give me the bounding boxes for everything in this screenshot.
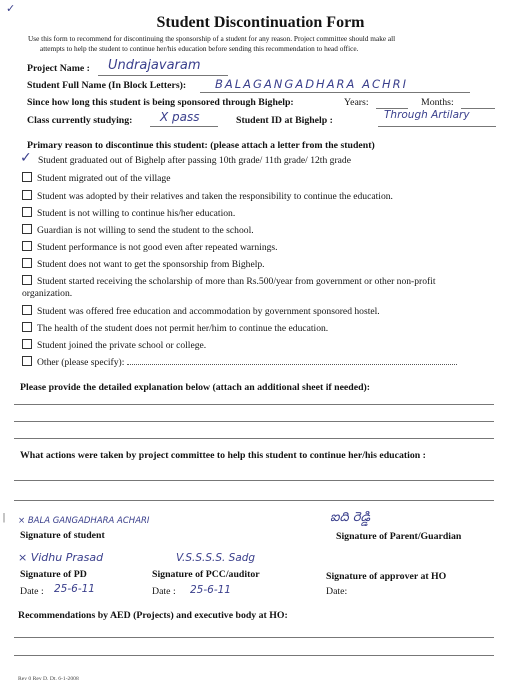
checkbox[interactable] — [22, 322, 32, 332]
reason-item[interactable] — [22, 275, 482, 300]
pcc-signature-value[interactable]: V.S.S.S.S. Sadg — [176, 552, 256, 564]
reason-checkmark: ✓ — [20, 150, 32, 166]
explanation-line[interactable] — [14, 438, 494, 439]
reason-text: Other (please specify): — [37, 357, 127, 368]
explanation-line[interactable] — [14, 421, 494, 422]
parent-signature-label: Signature of Parent/Guardian — [336, 531, 462, 542]
corner-mark: ✓ — [6, 2, 16, 15]
checkbox[interactable] — [22, 190, 32, 200]
checkbox[interactable] — [22, 207, 32, 217]
student-signature-label: Signature of student — [20, 530, 105, 541]
reason-item[interactable] — [38, 155, 351, 166]
reason-text: Student is not willing to continue his/her education. — [37, 208, 236, 219]
recommendations-line[interactable] — [14, 655, 494, 656]
ho-date-label: Date: — [326, 586, 348, 597]
reason-item[interactable] — [22, 172, 170, 184]
years-label: Years: — [344, 97, 369, 108]
project-name-label: Project Name : — [27, 63, 90, 74]
actions-line[interactable] — [14, 500, 494, 501]
reasons-heading: Primary reason to discontinue this student: (please attach a letter from the student) — [27, 140, 375, 151]
instructions-line-1: Use this form to recommend for discontinuing the sponsorship of a student for any reason. Project committee should make all — [28, 34, 396, 43]
student-name-line — [200, 92, 470, 93]
project-name-line — [98, 75, 228, 76]
checkbox[interactable] — [22, 258, 32, 268]
checkbox[interactable] — [22, 305, 32, 315]
reason-text: The health of the student does not permit her/him to continue the education. — [37, 323, 329, 334]
student-id-label: Student ID at Bighelp : — [236, 115, 333, 126]
form-title: Student Discontinuation Form — [156, 14, 365, 31]
checkbox[interactable] — [22, 224, 32, 234]
student-id-value[interactable]: Through Artilary — [384, 109, 470, 121]
checkbox[interactable] — [22, 241, 32, 251]
approver-signature-label: Signature of approver at HO — [326, 571, 447, 582]
reason-item[interactable] — [22, 241, 278, 253]
checkbox[interactable] — [22, 339, 32, 349]
pd-signature-value[interactable]: × Vidhu Prasad — [18, 551, 104, 564]
pd-date-value[interactable]: 25-6-11 — [54, 583, 95, 595]
class-value[interactable]: X pass — [160, 110, 200, 124]
actions-line[interactable] — [14, 480, 494, 481]
actions-prompt: What actions were taken by project committee to help this student to continue her/his education : — [20, 450, 426, 461]
reason-item[interactable] — [22, 224, 254, 236]
student-id-line — [378, 126, 496, 127]
reason-text: Student was offered free education and accommodation by government sponsored hostel. — [37, 306, 380, 317]
pcc-date-label: Date : — [152, 586, 176, 597]
reason-text: Student performance is not good even after repeated warnings. — [37, 242, 278, 253]
reason-text: Student does not want to get the sponsorship from Bighelp. — [37, 259, 265, 270]
reason-item[interactable] — [22, 190, 393, 202]
footer-code: Rev 0 Rev D. Dt. 6-1-2008 — [18, 676, 79, 682]
project-name-value[interactable]: Undrajavaram — [108, 58, 201, 73]
reason-text: Student migrated out of the village — [37, 173, 171, 184]
since-label: Since how long this student is being sponsored through Bighelp: — [27, 97, 294, 108]
reason-item[interactable] — [22, 207, 235, 219]
checkbox[interactable] — [22, 172, 32, 182]
pcc-signature-label: Signature of PCC/auditor — [152, 569, 260, 580]
reason-item[interactable] — [22, 322, 328, 334]
reason-item[interactable] — [22, 305, 380, 317]
class-label: Class currently studying: — [27, 115, 133, 126]
explanation-prompt: Please provide the detailed explanation below (attach an additional sheet if needed): — [20, 382, 371, 393]
checkbox[interactable] — [22, 356, 32, 366]
parent-signature-value[interactable]: ఐది రెడ్డి — [330, 510, 371, 525]
reason-item[interactable] — [22, 356, 457, 368]
checkbox[interactable] — [22, 275, 32, 285]
pd-signature-label: Signature of PD — [20, 569, 87, 580]
reason-item[interactable] — [22, 339, 206, 351]
reason-text: Student was adopted by their relatives and taken the responsibility to continue the education. — [37, 191, 393, 202]
margin-mark: | — [3, 512, 6, 523]
reason-text: Guardian is not willing to send the student to the school. — [37, 225, 254, 236]
instructions-line-2: attempts to help the student to continue her/his education before sending this recommendation to head office. — [40, 44, 359, 53]
student-name-value[interactable]: BALAGANGADHARA ACHRI — [215, 77, 408, 91]
student-signature-value[interactable]: × BALA GANGADHARA ACHARI — [18, 516, 150, 526]
reason-item[interactable] — [22, 258, 265, 270]
other-specify-line[interactable] — [127, 364, 457, 365]
pcc-date-value[interactable]: 25-6-11 — [190, 584, 231, 596]
explanation-line[interactable] — [14, 404, 494, 405]
student-name-label: Student Full Name (In Block Letters): — [27, 80, 187, 91]
reason-text: Student graduated out of Bighelp after passing 10th grade/ 11th grade/ 12th grade — [38, 155, 351, 166]
recommendations-line[interactable] — [14, 637, 494, 638]
recommendations-prompt: Recommendations by AED (Projects) and executive body at HO: — [18, 610, 288, 621]
reason-text: Student joined the private school or college. — [37, 340, 207, 351]
pd-date-label: Date : — [20, 586, 44, 597]
reason-text: Student started receiving the scholarship of more than Rs.500/year from government or other non-profit organization. — [22, 276, 436, 299]
class-line — [150, 126, 218, 127]
months-label: Months: — [421, 97, 454, 108]
